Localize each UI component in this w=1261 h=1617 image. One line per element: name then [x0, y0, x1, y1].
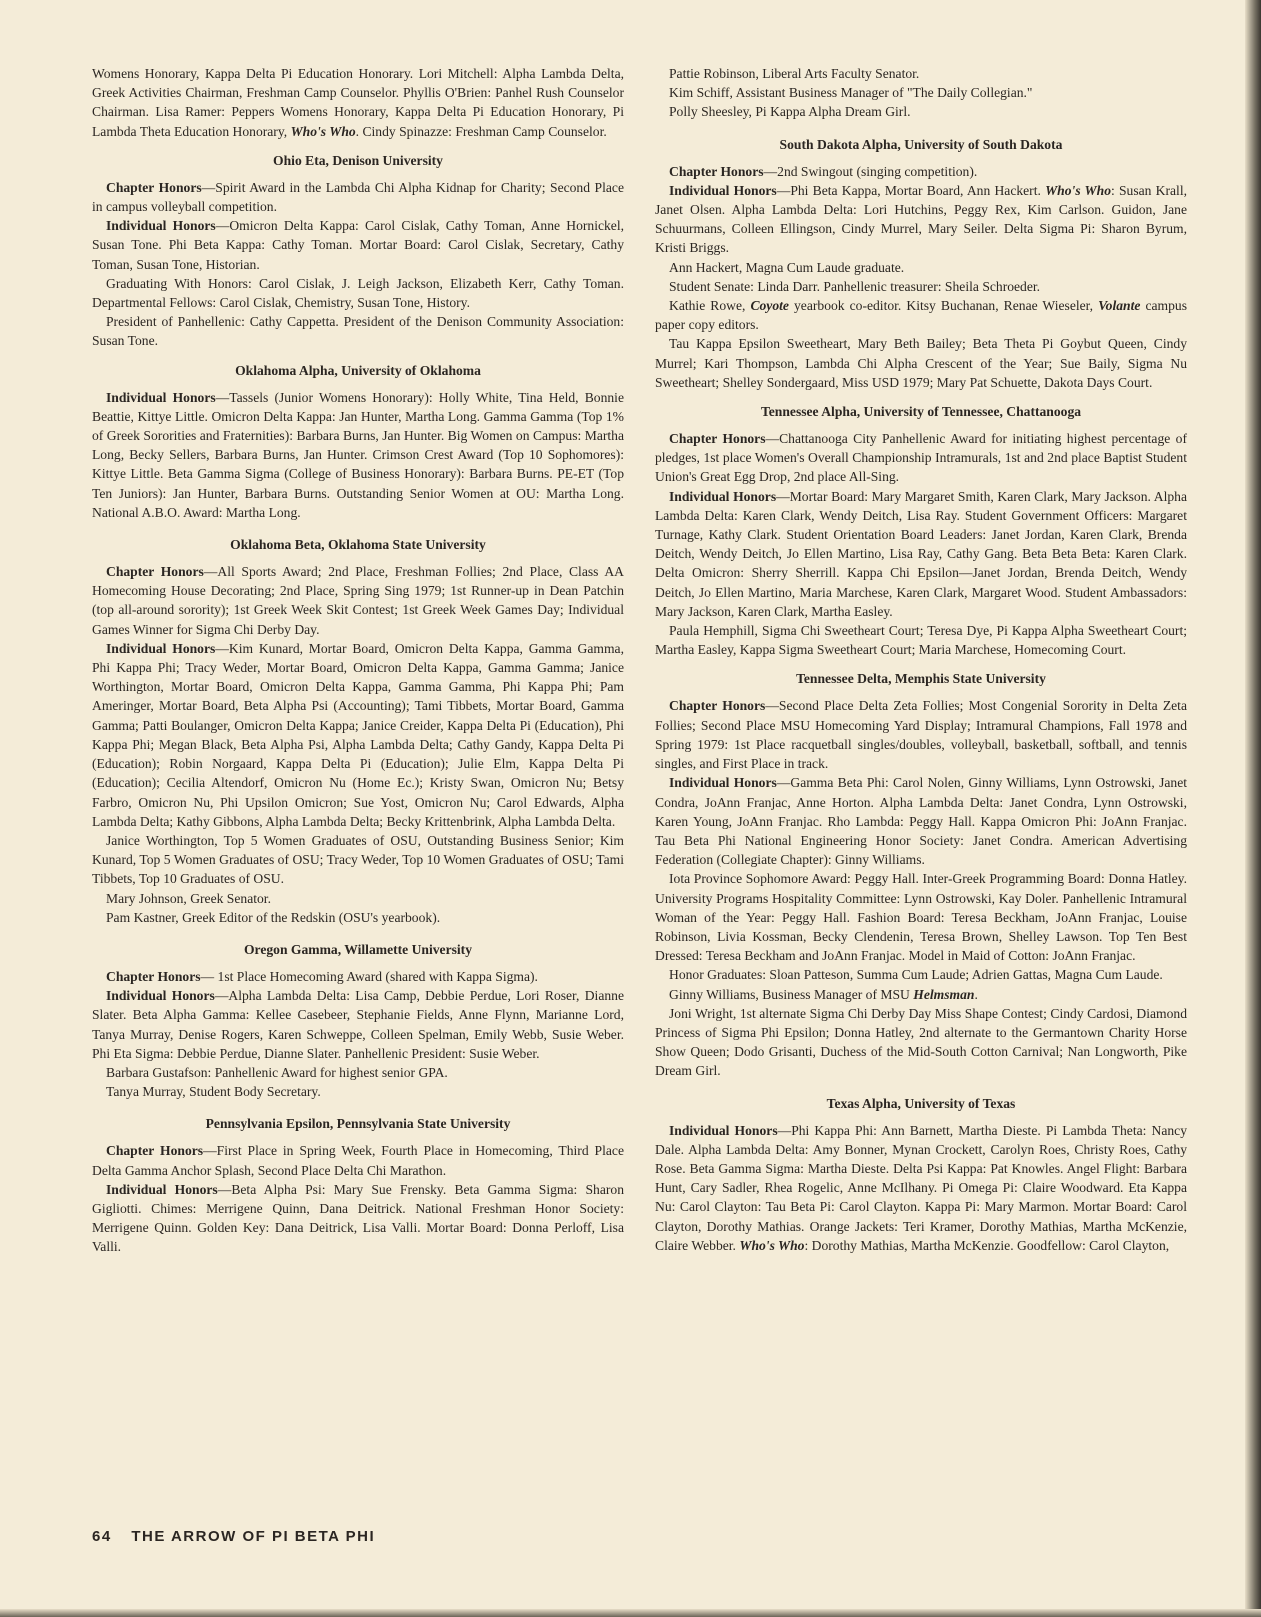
paragraph: Individual Honors—Alpha Lambda Delta: Lisa Camp, Debbie Perdue, Lori Roser, Dianne Slater. Beta Alpha Gamma: Kellee Casebeer, Stephanie Fields, Anne Flynn, Marianne Lord, Tanya Murray, Denise Rogers, Karen Schweppe, Colleen Spelman, Emily Webb, Susie Weber. Phi Eta Sigma: Debbie Perdue, Dianne Slater. Panhellenic President: Susie Weber. — [92, 988, 624, 1061]
page-number: 64 — [92, 1528, 112, 1545]
page-footer — [92, 1528, 375, 1545]
paragraph: Individual Honors—Omicron Delta Kappa: Carol Cislak, Cathy Toman, Anne Hornickel, Susan Tone. Phi Beta Kappa: Cathy Toman. Mortar Board: Carol Cislak, Secretary, Cathy Toman, Susan Tone, Historian. — [92, 218, 625, 272]
paragraph: Chapter Honors—2nd Swingout (singing competition). — [669, 163, 978, 179]
paragraph: Chapter Honors—All Sports Award; 2nd Place, Freshman Follies; 2nd Place, Class AA Homecoming House Decorating; 2nd Place, Spring Sing 1979; 1st Runner-up in Dean Patchin (top all-around sorority); 1st Greek Week Skit Contest; 1st Greek Week Games Day; Individual Games Winner for Sigma Chi Derby Day. — [92, 564, 624, 637]
paragraph: Chapter Honors—Spirit Award in the Lambda Chi Alpha Kidnap for Charity; Second Place in campus volleyball competition. — [92, 179, 624, 215]
paragraph: Individual Honors—Mortar Board: Mary Margaret Smith, Karen Clark, Mary Jackson. Alpha Lambda Delta: Karen Clark, Wendy Deitch, Lisa Ray. Student Government Officers: Margaret Turnage, Kathy Clark. Student Orientation Board Leaders: Janet Jordan, Karen Clark, Brenda Deitch, Wendy Deitch, Jo Ellen Martino, Lisa Ray, Cathy Gang. Beta Beta Beta: Karen Clark. Delta Omicron: Sherry Sherrill. Kappa Chi Epsilon—Janet Jordan, Brenda Deitch, Wendy Deitch, Jo Ellen Martino, Maria Marchese, Karen Clark, Margaret Wood. Student Ambassadors: Mary Jackson, Karen Clark, Martha Easley. — [655, 488, 1188, 619]
paragraph: Chapter Honors—Chattanooga City Panhellenic Award for initiating highest percentage of pledges, 1st place Women's Overall Championship Intramurals, 1st and 2nd place Baptist Student Union's Great Egg Drop, 2nd place All-Sing. — [655, 431, 1187, 485]
paragraph: Paula Hemphill, Sigma Chi Sweetheart Court; Teresa Dye, Pi Kappa Alpha Sweetheart Court; Martha Easley, Kappa Sigma Sweetheart Court; Maria Marchese, Homecoming Court. — [655, 623, 1187, 658]
paragraph: Janice Worthington, Top 5 Women Graduates of OSU, Outstanding Business Senior; Kim Kunard, Top 5 Women Graduates of OSU; Tracy Weder, Top 10 Women Graduates of OSU; Tami Tibbets, Top 10 Graduates of OSU. — [92, 832, 624, 887]
page-edge-shadow — [1245, 0, 1261, 1617]
paragraph: Individual Honors—Tassels (Junior Womens Honorary): Holly White, Tina Held, Bonnie Beattie, Kittye Little. Omicron Delta Kappa: Jan Hunter, Martha Long. Gamma Gamma (Top 1% of Greek Sororities and Fraternities): Barbara Burns, Jan Hunter. Big Women on Campus: Martha Long, Becky Sellers, Barbara Burns, Jan Hunter. Crimson Crest Award (Top 10 Sophomores): Kittye Little. Beta Gamma Sigma (College of Business Honorary): Barbara Burns. PE-ET (Top Ten Juniors): Jan Hunter, Barbara Burns. Outstanding Senior Women at OU: Martha Long. National A.B.O. Award: Martha Long. — [92, 389, 624, 520]
paragraph: Individual Honors—Phi Beta Kappa, Mortar Board, Ann Hackert. Who's Who: Susan Krall, Janet Olsen. Alpha Lambda Delta: Lori Hutchins, Peggy Rex, Kim Carlson. Guidon, Jane Schuurmans, Colleen Ellingson, Cindy Murrel, Mary Seiler. Delta Sigma Pi: Sharon Byrum, Kristi Briggs. — [655, 182, 1188, 256]
section-heading: Tennessee Alpha, University of Tennessee, Chattanooga — [760, 404, 1082, 420]
paragraph: Individual Honors—Phi Kappa Phi: Ann Barnett, Martha Dieste. Pi Lambda Theta: Nancy Dale. Alpha Lambda Delta: Amy Bonner, Mynan Crockett, Carolyn Roes, Christy Roes, Cathy Rose. Beta Gamma Sigma: Martha Dieste. Delta Psi Kappa: Pat Knowles. Angel Flight: Barbara Hunt, Cary Sadler, Rhea Rogelic, Anne McIlhany. Pi Omega Pi: Claire Woodward. Eta Kappa Nu: Carol Clayton: Tau Beta Pi: Carol Clayton. Kappa Pi: Mary Marmon. Mortar Board: Carol Clayton, Dorothy Mathias. Orange Jackets: Teri Kramer, Dorothy Mathias, Martha McKenzie, Claire Webber. Who's Who: Dorothy Mathias, Martha McKenzie. Goodfellow: Carol Clayton, — [655, 1122, 1187, 1253]
section-heading: Oklahoma Beta, Oklahoma State University — [230, 537, 486, 553]
paragraph: Individual Honors—Gamma Beta Phi: Carol Nolen, Ginny Williams, Lynn Ostrowski, Janet Condra, JoAnn Franjac, Anne Horton. Alpha Lambda Delta: Janet Condra, Lynn Ostrowski, Karen Young, JoAnn Franjac. Rho Lambda: Peggy Hall. Kappa Omicron Phi: JoAnn Franjac. Tau Beta Phi National Engineering Honor Society: Janet Condra. American Advertising Federation (Collegiate Chapter): Ginny Williams. — [655, 775, 1187, 868]
section-heading: Tennessee Delta, Memphis State University — [796, 671, 1046, 687]
paragraph: Polly Sheesley, Pi Kappa Alpha Dream Girl. — [669, 104, 911, 120]
paragraph: Tau Kappa Epsilon Sweetheart, Mary Beth Bailey; Beta Theta Pi Goybut Queen, Cindy Murrel; Kari Thompson, Lambda Chi Alpha Crescent of the Year; Sue Baily, Sigma Nu Sweetheart; Shelley Sondergaard, Miss USD 1979; Mary Pat Schuette, Dakota Days Court. — [655, 336, 1187, 390]
page-edge-shadow-bottom — [0, 1609, 1261, 1617]
section-heading: Oregon Gamma, Willamette University — [243, 941, 473, 957]
left-column — [92, 64, 624, 1257]
paragraph: Tanya Murray, Student Body Secretary. — [106, 1084, 321, 1100]
section-heading: Texas Alpha, University of Texas — [826, 1095, 1016, 1111]
paragraph: Individual Honors—Beta Alpha Psi: Mary Sue Frensky. Beta Gamma Sigma: Sharon Gigliotti. Chimes: Merrigene Quinn, Dana Deitrick. National Freshman Honor Society: Merrigene Quinn. Golden Key: Dana Deitrick, Lisa Valli. Mortar Board: Donna Perloff, Lisa Valli. — [92, 1181, 625, 1255]
paragraph: Ginny Williams, Business Manager of MSU Helmsman. — [669, 986, 978, 1002]
paragraph: Graduating With Honors: Carol Cislak, J. Leigh Jackson, Elizabeth Kerr, Cathy Toman. Departmental Fellows: Carol Cislak, Chemistry, Susan Tone, History. — [92, 275, 624, 311]
paragraph: Pattie Robinson, Liberal Arts Faculty Senator. — [669, 66, 920, 81]
paragraph: Kim Schiff, Assistant Business Manager of "The Daily Collegian." — [669, 85, 1033, 101]
paragraph: Student Senate: Linda Darr. Panhellenic treasurer: Sheila Schroeder. — [669, 278, 1041, 294]
paragraph: Chapter Honors—First Place in Spring Week, Fourth Place in Homecoming, Third Place Delta Gamma Anchor Splash, Second Place Delta Chi Marathon. — [92, 1143, 624, 1178]
paragraph: Chapter Honors—Second Place Delta Zeta Follies; Most Congenial Sorority in Delta Zeta Follies; Second Place MSU Homecoming Yard Display; Intramural Champions, Fall 1978 and Spring 1979: 1st Place racquetball singles/doubles, volleyball, basketball, softball, and tennis singles, and First Place in track. — [655, 698, 1187, 772]
paragraph: President of Panhellenic: Cathy Cappetta. President of the Denison Community Association: Susan Tone. — [92, 314, 624, 349]
right-column — [655, 64, 1187, 1255]
paragraph: Womens Honorary, Kappa Delta Pi Education Honorary. Lori Mitchell: Alpha Lambda Delta, Greek Activities Chairman, Freshman Camp Counselor. Phyllis O'Brien: Panhel Rush Counselor Chairman. Lisa Ramer: Peppers Womens Honorary, Kappa Delta Pi Education Honorary, Pi Lambda Theta Education Honorary, Who's Who. Cindy Spinazze: Freshman Camp Counselor. — [92, 66, 624, 139]
section-heading: South Dakota Alpha, University of South Dakota — [779, 136, 1063, 152]
section-heading: Ohio Eta, Denison University — [273, 152, 443, 168]
section-heading: Pennsylvania Epsilon, Pennsylvania State University — [205, 1116, 511, 1132]
paragraph: Chapter Honors— 1st Place Homecoming Award (shared with Kappa Sigma). — [106, 968, 538, 984]
paragraph: Honor Graduates: Sloan Patteson, Summa Cum Laude; Adrien Gattas, Magna Cum Laude. — [669, 967, 1163, 983]
paragraph: Joni Wright, 1st alternate Sigma Chi Derby Day Miss Shape Contest; Cindy Cardosi, Diamond Princess of Sigma Phi Epsilon; Donna Hatley, 2nd alternate to the Germantown Charity Horse Show Queen; Dodo Grisanti, Duchess of the Mid-South Cotton Carnival; Nan Longworth, Pike Dream Girl. — [655, 1005, 1187, 1079]
paragraph: Pam Kastner, Greek Editor of the Redskin (OSU's yearbook). — [106, 909, 441, 925]
paragraph: Individual Honors—Kim Kunard, Mortar Board, Omicron Delta Kappa, Gamma Gamma, Phi Kappa Phi; Tracy Weder, Mortar Board, Omicron Delta Kappa, Gamma Gamma; Janice Worthington, Mortar Board, Omicron Delta Kappa, Gamma Gamma, Phi Kappa Phi; Pam Ameringer, Mortar Board, Beta Alpha Psi (Accounting); Tami Tibbets, Mortar Board, Gamma Gamma; Patti Boulanger, Omicron Delta Kappa; Janice Creider, Kappa Delta Pi (Education), Phi Kappa Phi; Megan Black, Beta Alpha Psi, Alpha Lambda Delta; Cathy Gandy, Kappa Delta Pi (Education); Robin Norgaard, Kappa Delta Pi (Education); Julie Elm, Kappa Delta Pi (Education); Cecilia Altendorf, Omicron Nu (Home Ec.); Kristy Swan, Omicron Nu; Betsy Farbro, Omicron Nu, Phi Upsilon Omicron; Sue Yost, Omicron Nu; Carol Edwards, Alpha Lambda Delta; Kathy Gibbons, Alpha Lambda Delta; Becky Krittenbrink, Alpha Lambda Delta. — [92, 640, 624, 829]
publication-title: THE ARROW OF PI BETA PHI — [131, 1528, 376, 1545]
section-heading: Oklahoma Alpha, University of Oklahoma — [235, 362, 481, 378]
paragraph: Iota Province Sophomore Award: Peggy Hall. Inter-Greek Programming Board: Donna Hatley. University Programs Hospitality Committee: Lynn Ostrowski, Kay Doler. Panhellenic Intramural Woman of the Year: Peggy Hall. Fashion Board: Teresa Beckham, JoAnn Franjac, Louise Robinson, Livia Kossman, Becky Clendenin, Teresa Brown, Shelley Lawson. Top Ten Best Dressed: Teresa Beckham and JoAnn Franjac. Model in Maid of Cotton: JoAnn Franjac. — [655, 871, 1187, 964]
paragraph: Ann Hackert, Magna Cum Laude graduate. — [669, 259, 905, 275]
paragraph: Kathie Rowe, Coyote yearbook co-editor. Kitsy Buchanan, Renae Wieseler, Volante campus paper copy editors. — [655, 298, 1187, 333]
paragraph: Barbara Gustafson: Panhellenic Award for highest senior GPA. — [106, 1064, 448, 1080]
paragraph: Mary Johnson, Greek Senator. — [106, 890, 271, 906]
